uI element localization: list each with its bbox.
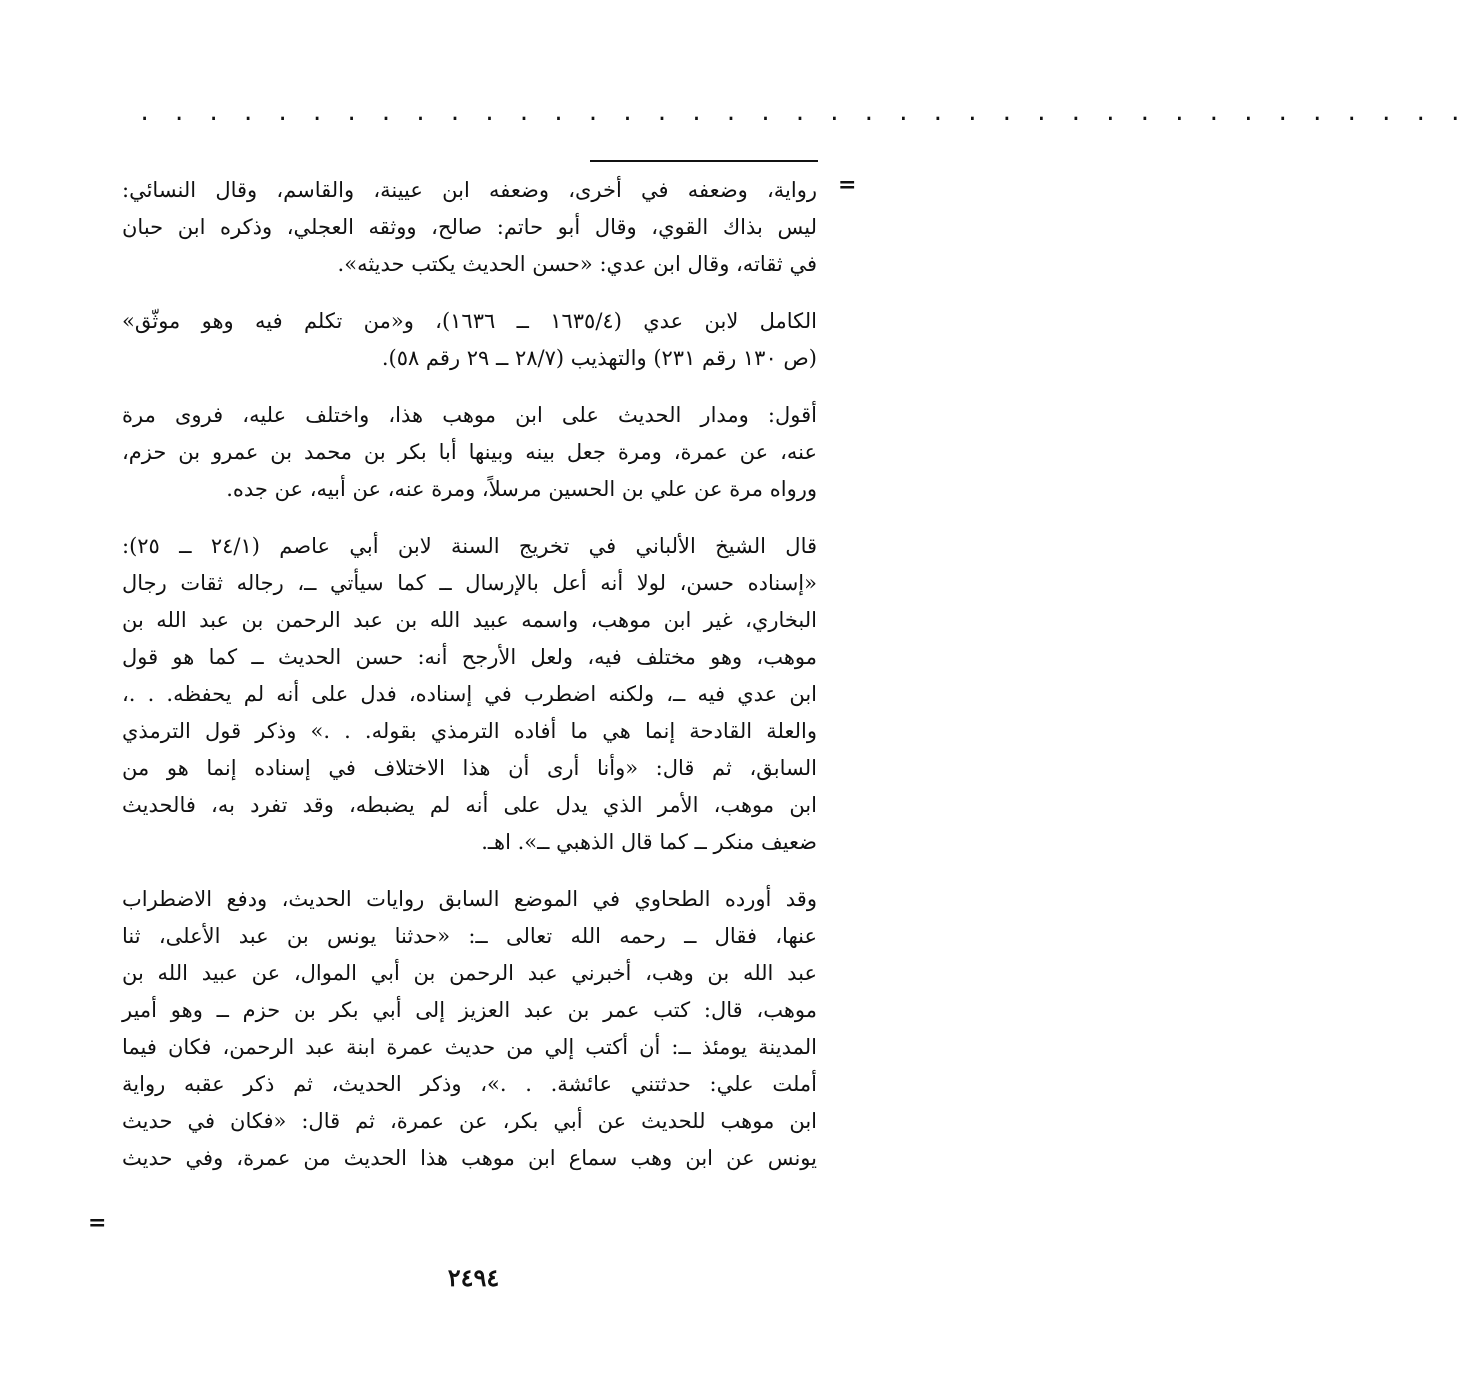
page-number: ٢٤٩٤ [447, 1263, 500, 1292]
text-line: ورواه مرة عن علي بن الحسين مرسلاً، ومرة عنه، عن أبيه، عن جده. [226, 477, 817, 501]
text-line: «إسناده حسن، لولا أنه أعل بالإرسال ــ كما سيأتي ــ، رجاله ثقات رجال [122, 571, 817, 595]
text-line: والعلة القادحة إنما هي ما أفاده الترمذي بقوله. . .» وذكر قول الترمذي [122, 719, 817, 743]
text-line: ابن موهب، الأمر الذي يدل على أنه لم يضبطه، وقد تفرد به، فالحديث [122, 793, 817, 817]
page-body [122, 172, 817, 1197]
paragraph-author-comment [122, 397, 817, 508]
text-line: ابن موهب للحديث عن أبي بكر، عن عمرة، ثم قال: «فكان في حديث [122, 1109, 817, 1133]
text-line: عنها، فقال ــ رحمه الله تعالى ــ: «حدثنا يونس بن عبد الأعلى، ثنا [122, 924, 817, 948]
text-line: ليس بذاك القوي، وقال أبو حاتم: صالح، ووثقه العجلي، وذكره ابن حبان [122, 215, 817, 239]
text-line: عبد الله بن وهب، أخبرني عبد الرحمن بن أبي الموال، عن عبيد الله بن [122, 961, 817, 985]
text-line: موهب، وهو مختلف فيه، ولعل الأرجح أنه: حسن الحديث ــ كما هو قول [122, 645, 817, 669]
paragraph-sources [122, 303, 817, 377]
text-line: الكامل لابن عدي (١٦٣٥/٤ ــ ١٦٣٦)، و«من تكلم فيه وهو موثّق» [122, 309, 817, 333]
text-line: ابن عدي فيه ــ، ولكنه اضطرب في إسناده، فدل على أنه لم يحفظه. . .، [122, 682, 817, 706]
paragraph-albani-quote [122, 528, 817, 861]
continuation-mark-bottom: = [88, 1210, 107, 1236]
text-line: عنه، عن عمرة، ومرة جعل بينه وبينها أبا بكر بن محمد بن عمرو بن حزم، [122, 440, 817, 464]
text-line: في ثقاته، وقال ابن عدي: «حسن الحديث يكتب حديثه». [337, 252, 817, 276]
paragraph-narrator-grading [122, 172, 817, 283]
paragraph-tahawi-narration [122, 881, 817, 1177]
footnote-separator-rule [590, 160, 818, 162]
text-line: السابق، ثم قال: «وأنا أرى أن هذا الاختلاف في إسناده إنما هو من [122, 756, 817, 780]
text-line: قال الشيخ الألباني في تخريج السنة لابن أبي عاصم (٢٤/١ ــ ٢٥): [122, 534, 818, 558]
text-line: موهب، قال: كتب عمر بن عبد العزيز إلى أبي بكر بن حزم ــ وهو أمير [122, 998, 817, 1022]
text-line: (ص ١٣٠ رقم ٢٣١) والتهذيب (٢٨/٧ ــ ٢٩ رقم ٥٨). [381, 346, 817, 370]
text-line: المدينة يومئذ ــ: أن أكتب إلي من حديث عمرة ابنة عبد الرحمن، فكان فيما [122, 1035, 817, 1059]
text-line: أقول: ومدار الحديث على ابن موهب هذا، واختلف عليه، فروى مرة [122, 403, 817, 427]
continuation-mark-top: = [838, 172, 857, 198]
text-line: البخاري، غير ابن موهب، واسمه عبيد الله بن عبد الرحمن بن عبد الله بن [122, 608, 817, 632]
text-line: أملت علي: حدثتني عائشة. . .»، وذكر الحديث، ثم ذكر عقبه رواية [122, 1072, 817, 1096]
text-line: رواية، وضعفه في أخرى، وضعفه ابن عيينة، والقاسم، وقال النسائي: [122, 178, 817, 202]
header-dotted-line: · · · · · · · · · · · · · · · · · · · · · · · · · · · · · · · · · · · · · · · [138, 107, 1466, 132]
text-line: ضعيف منكر ــ كما قال الذهبي ــ». اهـ. [481, 830, 817, 854]
text-line: يونس عن ابن وهب سماع ابن موهب هذا الحديث من عمرة، وفي حديث [122, 1146, 817, 1170]
text-line: وقد أورده الطحاوي في الموضع السابق روايات الحديث، ودفع الاضطراب [122, 887, 817, 911]
